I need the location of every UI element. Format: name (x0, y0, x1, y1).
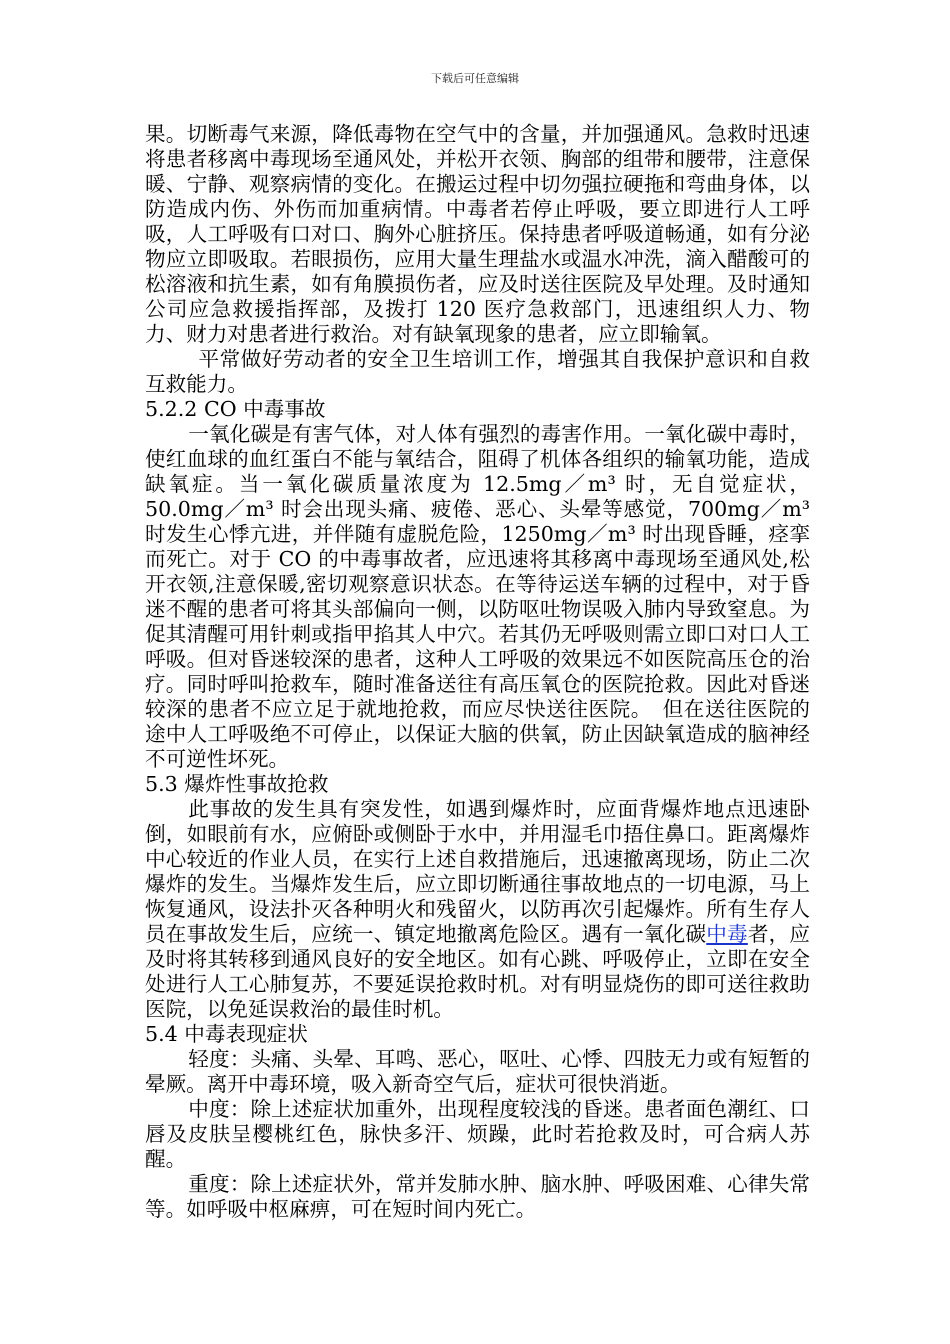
paragraph-severe: 重度：除上述症状外，常并发肺水肿、脑水肿、呼吸困难、心律失常等。如呼吸中枢麻痹，可在短时间内死亡。 (145, 1172, 810, 1221)
section-heading-co: 5.2.2 CO 中毒事故 (145, 397, 326, 421)
paragraph-explosion (145, 797, 810, 1022)
paragraph-mild: 轻度：头痛、头晕、耳鸣、恶心，呕吐、心悸、四肢无力或有短暂的晕厥。离开中毒环境，吸入新奇空气后，症状可很快消逝。 (145, 1047, 810, 1096)
paragraph-moderate: 中度：除上述症状加重外，出现程度较浅的昏迷。患者面色潮红、口唇及皮肤呈樱桃红色，脉快多汗、烦躁，此时若抢救及时，可合病人苏醒。 (145, 1097, 810, 1171)
paragraph-co-poisoning: 一氧化碳是有害气体，对人体有强烈的毒害作用。一氧化碳中毒时，使红血球的血红蛋白不能与氧结合，阻碍了机体各组织的输氧功能，造成缺氧症。当一氧化碳质量浓度为 12.5mg／m³ 时，无自觉症状， 50.0mg／m³ 时会出现头痛、疲倦、恶心、头晕等感觉，700mg／m³ 时发生心悸亢进，并伴随有虚脱危险，1250mg／m³ 时出现昏睡，痉挛而死亡。对于 CO 的中毒事故者，应迅速将其移离中毒现场至通风处,松开衣领,注意保暖,密切观察意识状态。在等待运送车辆的过程中，对于昏迷不醒的患者可将其头部偏向一侧，以防呕吐物误吸入肺内导致窒息。为促其清醒可用针刺或指甲掐其人中穴。若其仍无呼吸则需立即口对口人工呼吸。但对昏迷较深的患者，这种人工呼吸的效果远不如医院高压仓的治疗。同时呼叫抢救车，随时准备送往有高压氧仓的医院抢救。因此对昏迷较深的患者不应立足于就地抢救，而应尽快送往医院。 但在送往医院的途中人工呼吸绝不可停止，以保证大脑的供氧，防止因缺氧造成的脑神经不可逆性坏死。 (145, 422, 810, 771)
document-body (145, 122, 810, 1222)
paragraph-training: 平常做好劳动者的安全卫生培训工作，增强其自我保护意识和自救互救能力。 (145, 347, 810, 396)
poisoning-link[interactable]: 中毒 (706, 922, 748, 946)
paragraph-first-aid: 果。切断毒气来源，降低毒物在空气中的含量，并加强通风。急救时迅速将患者移离中毒现场至通风处，并松开衣领、胸部的组带和腰带，注意保暖、宁静、观察病情的变化。在搬运过程中切勿强拉硬拖和弯曲身体，以防造成内伤、外伤而加重病情。中毒者若停止呼吸，要立即进行人工呼吸，人工呼吸有口对口、胸外心脏挤压。保持患者呼吸道畅通，如有分泌物应立即吸取。若眼损伤，应用大量生理盐水或温水冲洗，滴入醋酸可的松溶液和抗生素，如有角膜损伤者，应及时送往医院及早处理。及时通知公司应急救援指挥部，及拨打 120 医疗急救部门，迅速组织人力、物力、财力对患者进行救治。对有缺氧现象的患者，应立即输氧。 (145, 122, 810, 346)
section-heading-symptoms: 5.4 中毒表现症状 (145, 1022, 308, 1046)
paragraph-explosion-part1: 此事故的发生具有突发性，如遇到爆炸时，应面背爆炸地点迅速卧倒，如眼前有水，应俯卧或侧卧于水中，并用湿毛巾捂住鼻口。距离爆炸中心较近的作业人员，在实行上述自救措施后，迅速撤离现场，防止二次爆炸的发生。当爆炸发生后，应立即切断通往事故地点的一切电源，马上恢复通风，设法扑灭各种明火和残留火，以防再次引起爆炸。所有生存人员在事故发生后，应统一、镇定地撤离危险区。遇有一氧化碳 (145, 797, 810, 946)
section-heading-explosion: 5.3 爆炸性事故抢救 (145, 772, 329, 796)
paragraph-explosion-part2: 者，应及时将其转移到通风良好的安全地区。如有心跳、呼吸停止，立即在安全处进行人工心肺复苏，不要延误抢救时机。对有明显烧伤的即可送往救助医院，以免延误救治的最佳时机。 (145, 922, 811, 1021)
page-header: 下载后可任意编辑 (431, 72, 519, 85)
